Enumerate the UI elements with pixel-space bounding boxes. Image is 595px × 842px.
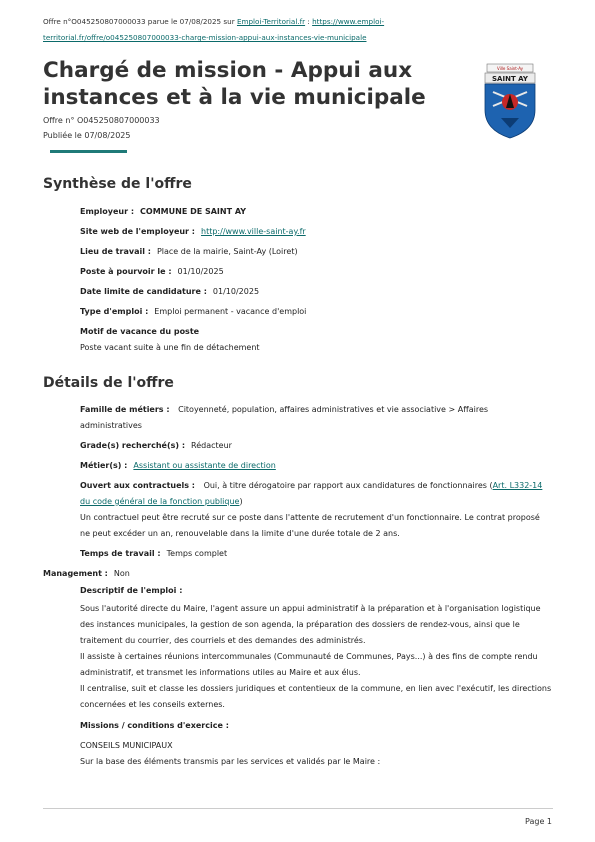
header-prefix: Offre n°O045250807000033 parue le 07/08/2025 sur	[43, 17, 235, 26]
work-time-value: Temps complet	[166, 549, 228, 558]
description-block	[80, 601, 552, 713]
offer-url-part1[interactable]: https://www.emploi-	[312, 17, 385, 26]
job-link[interactable]: Assistant ou assistante de direction	[133, 461, 276, 470]
grade-field	[80, 438, 550, 454]
header-separator: :	[305, 17, 313, 26]
title-accent-bar	[50, 150, 127, 153]
contract-close: )	[239, 497, 243, 506]
description-label: Descriptif de l'emploi :	[80, 586, 183, 595]
workplace-field	[80, 244, 550, 260]
employer-website-link[interactable]: http://www.ville-saint-ay.fr	[201, 227, 306, 236]
crest-top-text: Ville Saint-Ay	[496, 66, 524, 71]
contract-field	[80, 478, 552, 542]
job-family-value: Citoyenneté, population, affaires administratives et vie associative > Affaires administratives	[80, 405, 489, 430]
job-family-label: Famille de métiers :	[80, 405, 170, 414]
offer-url-part2[interactable]: territorial.fr/offre/o045250807000033-charge-mission-appui-aux-instances-vie-municipale	[43, 33, 367, 42]
employer-field	[80, 204, 550, 220]
deadline-field	[80, 284, 550, 300]
missions-paragraph-1: Sur la base des éléments transmis par les services et validés par le Maire :	[80, 757, 381, 766]
page-number: Page 1	[525, 817, 552, 826]
management-field	[43, 566, 513, 582]
job-field	[80, 458, 550, 474]
saint-ay-crest-logo	[481, 62, 539, 140]
employer-label: Employeur :	[80, 207, 135, 216]
contract-value: Oui, à titre dérogatoire par rapport aux candidatures de fonctionnaires (	[203, 481, 493, 490]
contract-line	[80, 478, 552, 510]
job-type-value: Emploi permanent - vacance d'emploi	[154, 307, 307, 316]
missions-label-row	[80, 718, 550, 734]
post-date-field	[80, 264, 550, 280]
job-type-label: Type d'emploi :	[80, 307, 149, 316]
page-title: Chargé de mission - Appui aux instances et à la vie municipale	[43, 58, 426, 110]
missions-heading: CONSEILS MUNICIPAUX	[80, 741, 173, 750]
post-date-label: Poste à pourvoir le :	[80, 267, 172, 276]
grade-value: Rédacteur	[191, 441, 232, 450]
management-value: Non	[113, 569, 130, 578]
post-date-value: 01/10/2025	[177, 267, 224, 276]
contract-label: Ouvert aux contractuels :	[80, 481, 196, 490]
missions-block	[80, 738, 552, 770]
crest-banner-text: SAINT AY	[492, 75, 528, 83]
workplace-value: Place de la mairie, Saint-Ay (Loiret)	[156, 247, 298, 256]
site-link[interactable]: Emploi-Territorial.fr	[236, 17, 306, 26]
description-label-row	[80, 583, 550, 599]
synthese-section-title: Synthèse de l'offre	[43, 176, 192, 192]
management-label: Management :	[43, 569, 108, 578]
job-type-field	[80, 304, 550, 320]
job-label: Métier(s) :	[80, 461, 128, 470]
grade-label: Grade(s) recherché(s) :	[80, 441, 186, 450]
job-family-field	[80, 402, 552, 434]
deadline-label: Date limite de candidature :	[80, 287, 207, 296]
details-section-title: Détails de l'offre	[43, 375, 174, 391]
workplace-label: Lieu de travail :	[80, 247, 151, 256]
vacancy-reason-label: Motif de vacance du poste	[80, 327, 200, 336]
deadline-value: 01/10/2025	[212, 287, 260, 296]
missions-label: Missions / conditions d'exercice :	[80, 721, 229, 730]
publication-date: Publiée le 07/08/2025	[43, 131, 131, 140]
description-paragraph-2: Il assiste à certaines réunions intercommunales (Communauté de Communes, Pays...) à des fins de compte rendu administratif, et transmet les informations utiles au Maire et aux élus.	[80, 652, 538, 677]
employer-value: COMMUNE DE SAINT AY	[140, 207, 247, 216]
header-line-1	[43, 17, 543, 26]
contract-law-link[interactable]: Art. L332-14 du code général de la fonction publique	[80, 481, 543, 506]
description-paragraph-1: Sous l'autorité directe du Maire, l'agent assure un appui administratif à la préparation et à l'organisation logistique des instances municipales, la gestion de son agenda, la préparation des dossiers de rendez-vous, ainsi que le traitement du courrier, des courriels et des demandes des administrés.	[80, 604, 541, 645]
footer-divider	[43, 808, 553, 809]
contract-note: Un contractuel peut être recruté sur ce poste dans l'attente de recrutement d'un fonctionnaire. Le contrat proposé ne peut excéder un an, renouvelable dans la limite d'une durée totale de 2 ans.	[80, 513, 540, 538]
vacancy-reason-field	[80, 324, 550, 356]
offer-reference: Offre n° O045250807000033	[43, 116, 160, 125]
website-field	[80, 224, 550, 240]
work-time-field	[80, 546, 550, 562]
header-line-2	[43, 33, 543, 42]
description-paragraph-3: Il centralise, suit et classe les dossiers juridiques et contentieux de la commune, en lien avec l'exécutif, les directions concernées et les conseils externes.	[80, 684, 552, 709]
vacancy-reason-value: Poste vacant suite à une fin de détachement	[80, 343, 260, 352]
website-label: Site web de l'employeur :	[80, 227, 195, 236]
work-time-label: Temps de travail :	[80, 549, 161, 558]
